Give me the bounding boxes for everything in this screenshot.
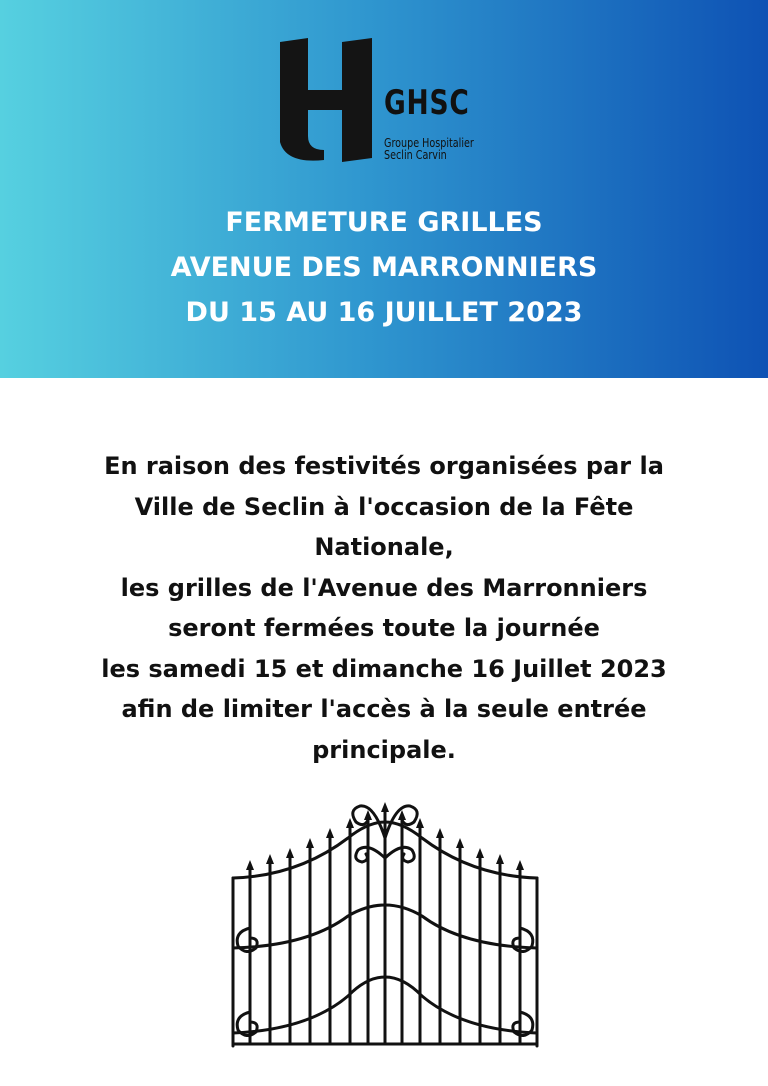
title-line: FERMETURE GRILLES [225, 207, 543, 238]
announcement-line: afin de limiter l'accès à la seule entrée [121, 695, 647, 723]
announcement-line: les grilles de l'Avenue des Marronniers [120, 573, 648, 602]
logo-abbreviation: GHSC [384, 83, 470, 123]
announcement-text [40, 446, 728, 770]
logo-full-name [384, 137, 474, 161]
announcement-line: Nationale, [314, 533, 454, 561]
announcement-line: seront fermées toute la journée [168, 614, 600, 642]
logo-name-line: Seclin Carvin [384, 148, 447, 162]
page-title [0, 200, 768, 335]
iron-gate-illustration-icon [228, 798, 542, 1050]
title-line: AVENUE DES MARRONNIERS [170, 252, 598, 283]
ghsc-logo [278, 38, 508, 166]
announcement-line: Ville de Seclin à l'occasion de la Fête [134, 492, 634, 521]
ghsc-logo-mark-icon [278, 38, 374, 164]
announcement-line: principale. [312, 735, 456, 764]
header-banner [0, 0, 768, 378]
announcement-line: les samedi 15 et dimanche 16 Juillet 2023 [101, 654, 667, 683]
announcement-line: En raison des festivités organisées par la [104, 452, 664, 480]
title-line: DU 15 AU 16 JUILLET 2023 [185, 297, 583, 328]
logo-name-line: Groupe Hospitalier [384, 136, 474, 150]
